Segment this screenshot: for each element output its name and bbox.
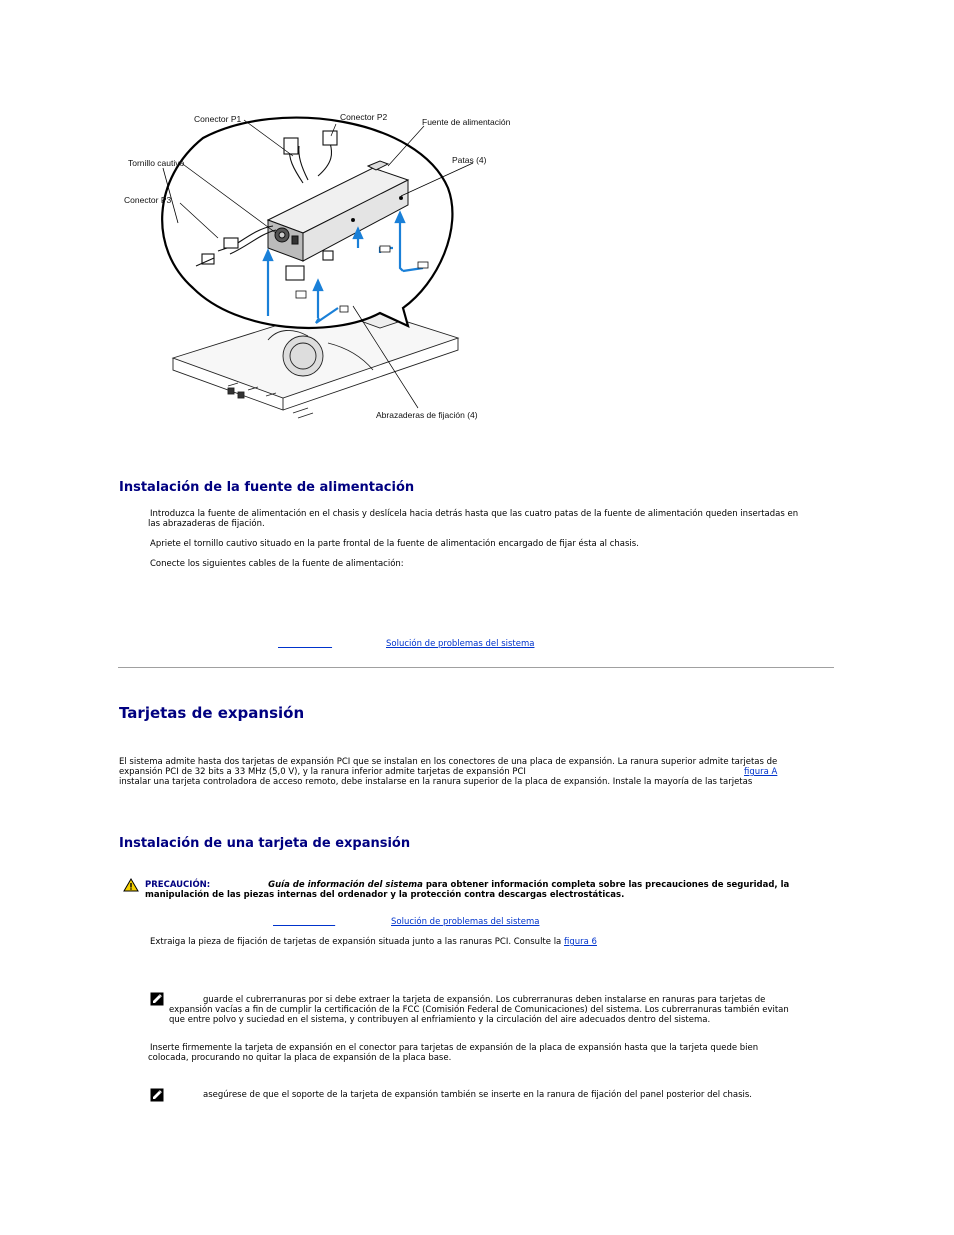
install-troubleshoot-link[interactable]: Solución de problemas del sistema [391,917,540,927]
cards-para-line-1: El sistema admite hasta dos tarjetas de expansión PCI que se instalan en los conectores de una placa de expansión. La ranura superior admite tarjetas de [119,757,778,767]
label-power-supply: Fuente de alimentación [422,117,511,127]
install-step-1-text: Extraiga la pieza de fijación de tarjetas de expansión situada junto a las ranuras PCI. Consulte la [150,937,562,947]
section-divider [118,667,834,668]
figure-6-link[interactable]: figura 6 [563,937,597,947]
caution-label: PRECAUCIÓN: [145,880,211,890]
caution-line-1 [145,880,789,891]
heading-install-card: Instalación de una tarjeta de expansión [119,836,411,851]
cards-para-line-3: instalar una tarjeta controladora de acceso remoto, debe instalarse en la ranura superior de la placa de expansión. Instale la mayoría de las tarjetas [119,777,753,787]
install-step-2-line-1: Inserte firmemente la tarjeta de expansión en el conector para tarjetas de expansión de la placa de expansión hasta que la tarjeta quede bien [150,1043,759,1053]
label-connector-p2: Conector P2 [340,112,388,122]
psu-step-1-line-1: Introduzca la fuente de alimentación en el chasis y deslícela hacia detrás hasta que las cuatro patas de la fuente de alimentación queden insertadas en [150,509,799,519]
install-blank-link[interactable] [273,917,335,928]
psu-troubleshoot-link[interactable]: Solución de problemas del sistema [386,639,535,649]
label-tabs: Patas (4) [452,155,487,165]
caution-text-1: para obtener información completa sobre las precauciones de seguridad, la [425,880,790,890]
psu-step-3: Conecte los siguientes cables de la fuente de alimentación: [150,559,404,569]
note-icon [150,1088,164,1102]
label-connector-p3: Conector P3 [124,195,172,205]
psu-step-2: Apriete el tornillo cautivo situado en la parte frontal de la fuente de alimentación encargado de fijar ésta al chasis. [150,539,639,549]
label-connector-p1: Conector P1 [194,114,242,124]
heading-psu-install: Instalación de la fuente de alimentación [119,480,415,495]
note-1-line-2: expansión vacías a fin de cumplir la certificación de la FCC (Comisión Federal de Comunicaciones) del sistema. Los cubrerranuras también evitan [169,1005,789,1015]
install-step-2-line-2: colocada, procurando no quitar la placa de expansión de la placa base. [148,1053,452,1063]
note-1-line-1: guarde el cubrerranuras por si debe extraer la tarjeta de expansión. Los cubrerranuras deben instalarse en ranuras para tarjetas de [203,995,766,1005]
note-icon [150,992,164,1006]
figure-a-link[interactable]: figura A [744,767,778,777]
psu-step-1-line-2: las abrazaderas de fijación. [148,519,265,529]
label-captive-screw: Tornillo cautivo [128,158,185,168]
psu-installation-figure [118,108,518,438]
psu-blank-link[interactable] [278,639,332,650]
caution-guide-title: Guía de información del sistema [268,880,423,890]
warning-icon [123,878,139,892]
heading-expansion-cards: Tarjetas de expansión [119,704,305,722]
caution-line-2: manipulación de las piezas internas del ordenador y la protección contra descargas electrostáticas. [145,890,625,900]
label-securing-clips: Abrazaderas de fijación (4) [376,410,478,420]
note-1-line-3: que entre polvo y suciedad en el sistema, y contribuyen al enfriamiento y la circulación del aire adecuados dentro del sistema. [169,1015,711,1025]
install-step-1 [150,937,597,948]
note-2: asegúrese de que el soporte de la tarjeta de expansión también se inserte en la ranura de fijación del panel posterior del chasis. [203,1090,753,1100]
cards-para-line-2: expansión PCI de 32 bits a 33 MHz (5,0 V), y la ranura inferior admite tarjetas de expansión PCI [119,767,526,777]
